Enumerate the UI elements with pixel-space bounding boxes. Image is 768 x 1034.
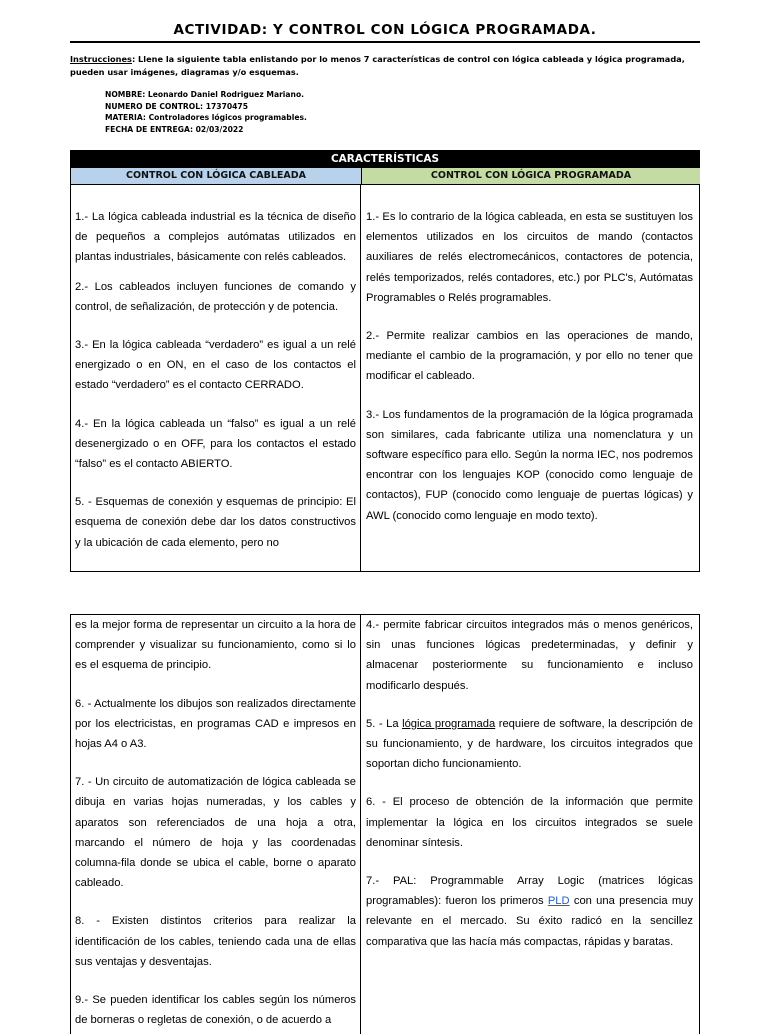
instructions	[70, 53, 702, 78]
programada-cell-continued	[361, 615, 699, 1034]
table-header: CARACTERÍSTICAS	[71, 151, 699, 167]
pld-link[interactable]: PLD	[547, 895, 570, 908]
programada-item: 2.- Permite realizar cambios en las operaciones de mando, mediante el cambio de la programación, y por ello no tener que modificar el cableado.	[366, 330, 693, 383]
programada-item: 4.- permite fabricar circuitos integrados más o menos genéricos, sin unas funciones lógicas predeterminadas, y definir y almacenar posteriormente su funcionamiento e incluso modificarlo después.	[366, 619, 693, 692]
instructions-label: Instrucciones	[70, 54, 132, 64]
instructions-text: : Llene la siguiente tabla enlistando por lo menos 7 características de control con lógica cableada y lógica programada, pueden usar imágenes, diagramas y/o esquemas.	[70, 54, 685, 77]
characteristics-table-page2	[70, 614, 700, 1034]
cableada-item: 8. - Existen distintos criterios para realizar la identificación de los cables, teniendo cada una de ellas sus ventajas y desventajas.	[75, 915, 356, 968]
document-title: ACTIVIDAD: Y CONTROL CON LÓGICA PROGRAMADA.	[173, 22, 597, 38]
cableada-item: 3.- En la lógica cableada “verdadero” es igual a un relé energizado o en ON, en el caso de los contactos el estado “verdadero” es el contacto CERRADO.	[75, 339, 356, 392]
programada-item: 6. - El proceso de obtención de la información que permite implementar la lógica en los circuitos integrados se suele denominar síntesis.	[366, 796, 693, 849]
control-number: NUMERO DE CONTROL: 17370475	[105, 101, 249, 111]
cableada-item: 6. - Actualmente los dibujos son realizados directamente por los electricistas, en programas CAD e impresos en hojas A4 o A3.	[75, 697, 356, 751]
programada-item: 3.- Los fundamentos de la programación de la lógica programada son similares, cada fabricante utiliza una nomenclatura y un software específico para ello. Según la norma IEC, nos podremos encontrar con los lenguajes KOP (conocido como lenguaje de contactos), FUP (conocido como lenguaje de puertas lógicas) y AWL (conocido como lenguaje en modo texto).	[366, 408, 693, 522]
characteristics-table-page1	[70, 150, 700, 572]
programada-item	[366, 714, 693, 775]
cableada-item: 5. - Esquemas de conexión y esquemas de principio: El esquema de conexión debe dar los datos constructivos y la ubicación de cada elemento, pero no	[75, 496, 356, 549]
programada-item	[366, 871, 693, 952]
column-headers	[71, 167, 699, 185]
cableada-item: 9.- Se pueden identificar los cables según los números de borneras o regletas de conexión, o de acuerdo a	[75, 994, 356, 1027]
cableada-item: 1.- La lógica cableada industrial es la técnica de diseño de pequeños a complejos autómatas utilizados en plantas industriales, básicamente con relés cableados.	[75, 211, 356, 264]
cableada-item: 2.- Los cableados incluyen funciones de comando y control, de señalización, de protección y de potencia.	[75, 280, 356, 313]
logica-programada-link[interactable]: lógica programada	[402, 717, 496, 730]
title-underline	[70, 41, 700, 43]
column-header-cableada: CONTROL CON LÓGICA CABLEADA	[71, 168, 362, 184]
due-date: FECHA DE ENTREGA: 02/03/2022	[105, 124, 244, 134]
table-body	[71, 185, 699, 571]
subject: MATERIA: Controladores lógicos programables.	[105, 113, 307, 122]
cableada-item: 7. - Un circuito de automatización de lógica cableada se dibuja en varias hojas numeradas, y los cables y aparatos son referenciados de una hoja a otra, marcando el número de hoja y las coordenadas columna-fila donde se ubica el cable, borne o aparato cableado.	[75, 776, 356, 890]
cableada-item: 4.- En la lógica cableada un “falso” es igual a un relé desenergizado o en OFF, para los contactos el estado “falso” es el contacto ABIERTO.	[75, 417, 356, 471]
item-text: 5. - La	[366, 717, 403, 730]
column-header-programada: CONTROL CON LÓGICA PROGRAMADA	[362, 168, 700, 184]
item-text: con una presencia muy relevante en el mercado. Su éxito radicó en la sencillez comparativa que las hacía más compactas, rápidas y baratas.	[366, 895, 693, 948]
cableada-item: es la mejor forma de representar un circuito a la hora de comprender y visualizar su funcionamiento, como si lo es el esquema de principio.	[75, 619, 356, 672]
student-name: NOMBRE: Leonardo Daniel Rodriguez Mariano.	[105, 90, 305, 99]
item-text: requiere de software, la descripción de su funcionamiento, y de hardware, los circuitos integrados que soportan dicho funcionamiento.	[366, 717, 693, 771]
cableada-cell	[71, 185, 361, 571]
item-text: 7.- PAL: Programmable Array Logic (matrices lógicas programables): fueron los primeros	[366, 875, 693, 908]
programada-item: 1.- Es lo contrario de la lógica cableada, en esta se sustituyen los elementos utilizados en los circuitos de mando (contactos auxiliares de relés electromecánicos, contactores de potencia, relés temporizados, relés contadores, etc.) por PLC's, Autómatas Programables o Relés programables.	[366, 211, 693, 304]
programada-cell	[361, 185, 699, 571]
student-info	[105, 89, 505, 135]
cableada-cell-continued	[71, 615, 361, 1034]
